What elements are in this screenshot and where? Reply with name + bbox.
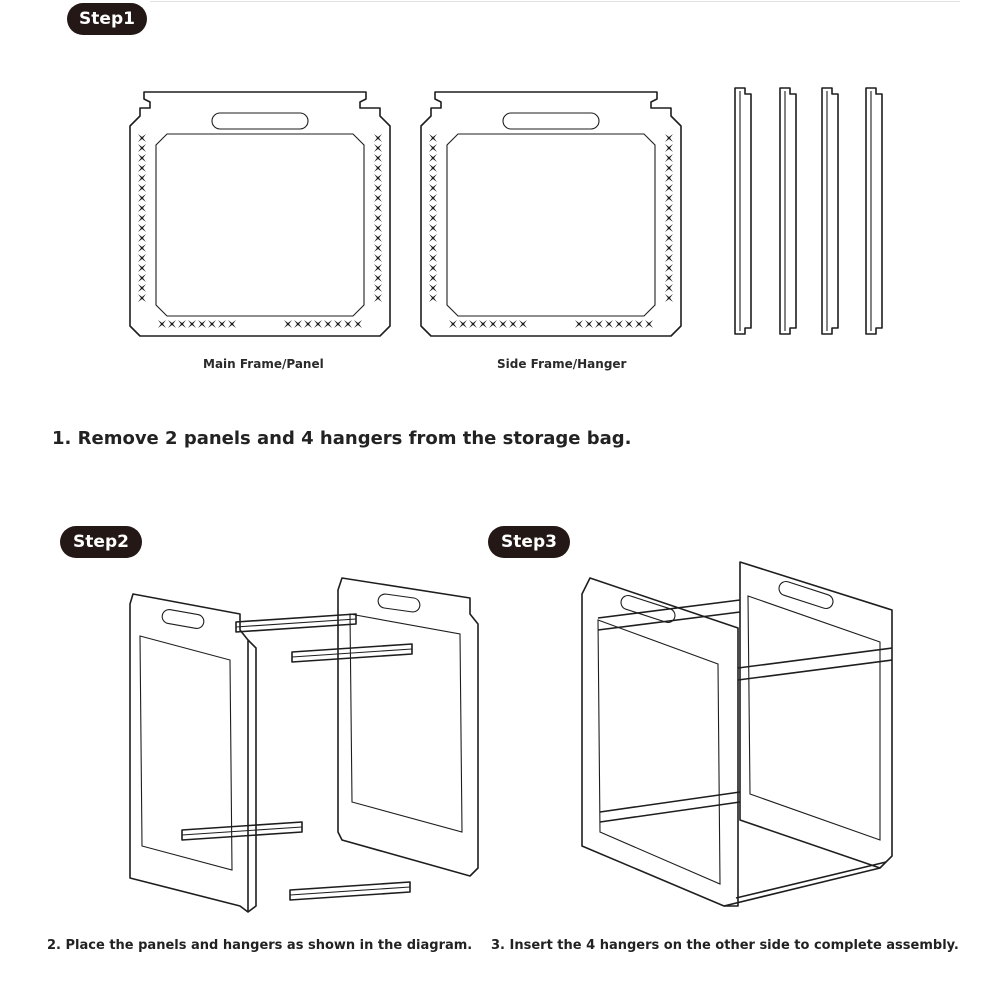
step2-right-panel-drawing	[338, 578, 478, 876]
step3-badge: Step3	[488, 526, 570, 558]
step2-left-panel-drawing	[130, 594, 256, 912]
main-frame-caption: Main Frame/Panel	[203, 357, 324, 371]
instruction-step1: 1. Remove 2 panels and 4 hangers from the storage bag.	[52, 428, 632, 449]
instruction-step3: 3. Insert the 4 hangers on the other side to complete assembly.	[491, 938, 959, 953]
step1-badge: Step1	[67, 3, 147, 35]
main-frame-panel-drawing	[130, 92, 390, 336]
instruction-step2: 2. Place the panels and hangers as shown in the diagram.	[47, 938, 473, 953]
side-frame-caption: Side Frame/Hanger	[497, 357, 627, 371]
step2-badge: Step2	[60, 526, 142, 558]
step3-assembled-rack-drawing	[582, 562, 892, 906]
hanger-bars-drawing	[735, 88, 882, 334]
side-frame-hanger-drawing	[421, 92, 681, 336]
